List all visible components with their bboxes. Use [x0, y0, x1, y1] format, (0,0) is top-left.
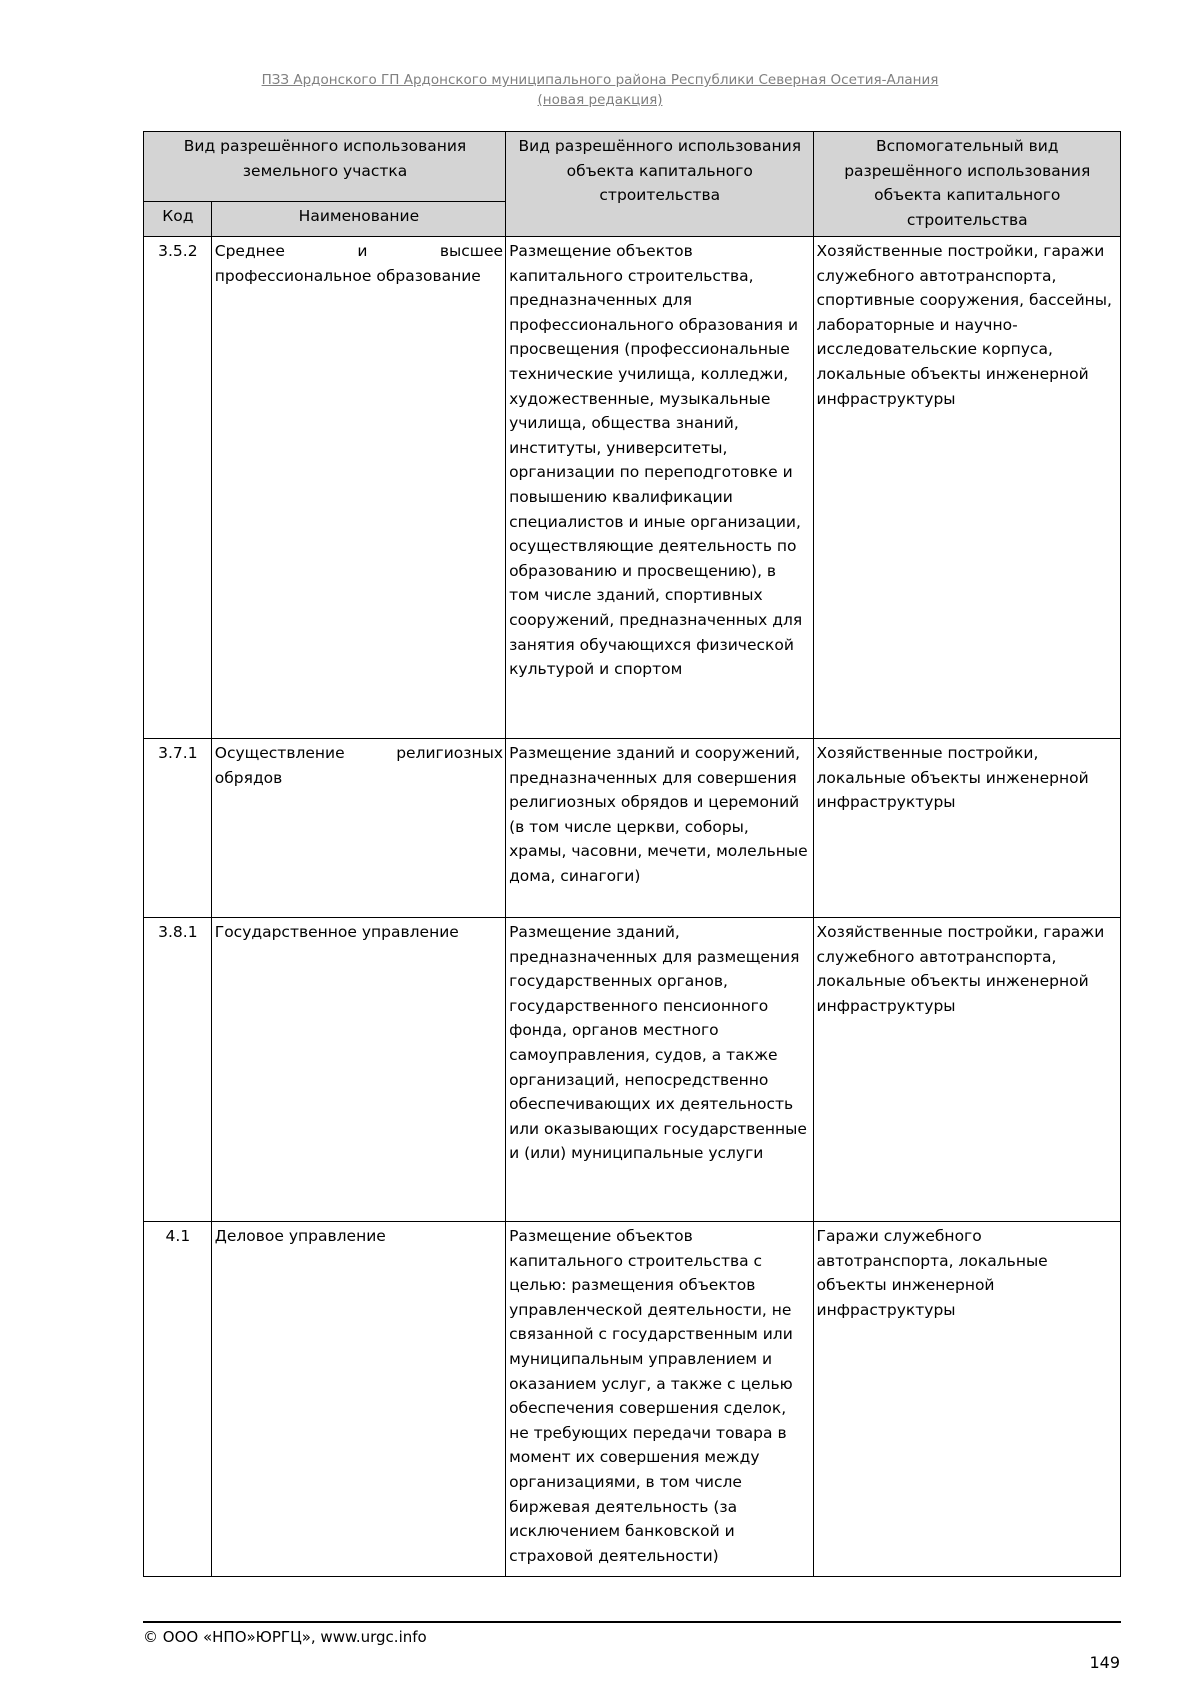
header-object-use: Вид разрешённого использования объекта капитального строительства	[506, 132, 813, 237]
header-auxiliary-use: Вспомогательный вид разрешённого использования объекта капитального строительства	[813, 132, 1120, 237]
row-auxiliary-use: Гаражи служебного автотранспорта, локальные объекты инженерной инфраструктуры	[813, 1222, 1120, 1577]
row-object-use: Размещение объектов капитального строительства с целью: размещения объектов управленческой деятельности, не связанной с государственным или муниципальным управлением и оказанием услуг, а также с целью обеспечения совершения сделок, не требующих передачи товара в момент их совершения между организациями, в том числе биржевая деятельность (за исключением банковской и страховой деятельности)	[506, 1222, 813, 1577]
row-code: 3.5.2	[144, 237, 212, 739]
land-use-table	[143, 131, 1121, 1577]
header-name: Наименование	[211, 202, 505, 237]
row-auxiliary-use: Хозяйственные постройки, локальные объекты инженерной инфраструктуры	[813, 739, 1120, 918]
header-land-use: Вид разрешённого использования земельного участка	[144, 132, 506, 202]
footer-divider	[143, 1621, 1121, 1623]
row-name: Государственное управление	[211, 918, 505, 1222]
table-row	[144, 1222, 1121, 1577]
row-name: Среднее и высшее профессиональное образование	[211, 237, 505, 739]
row-auxiliary-use: Хозяйственные постройки, гаражи служебного автотранспорта, спортивные сооружения, бассейны, лабораторные и научно-исследовательские корпуса, локальные объекты инженерной инфраструктуры	[813, 237, 1120, 739]
row-code: 3.7.1	[144, 739, 212, 918]
row-object-use: Размещение зданий и сооружений, предназначенных для совершения религиозных обрядов и церемоний (в том числе церкви, соборы, храмы, часовни, мечети, молельные дома, синагоги)	[506, 739, 813, 918]
table-row	[144, 739, 1121, 918]
document-header	[0, 70, 1200, 110]
row-code: 4.1	[144, 1222, 212, 1577]
row-name: Осуществление религиозных обрядов	[211, 739, 505, 918]
row-code: 3.8.1	[144, 918, 212, 1222]
row-name: Деловое управление	[211, 1222, 505, 1577]
footer-copyright: © ООО «НПО»ЮРГЦ», www.urgc.info	[143, 1628, 427, 1646]
header-code: Код	[144, 202, 212, 237]
row-object-use: Размещение объектов капитального строительства, предназначенных для профессионального образования и просвещения (профессиональные технические училища, колледжи, художественные, музыкальные училища, общества знаний, институты, университеты, организации по переподготовке и повышению квалификации специалистов и иные организации, осуществляющие деятельность по образованию и просвещению), в том числе зданий, спортивных сооружений, предназначенных для занятия обучающихся физической культурой и спортом	[506, 237, 813, 739]
table-row	[144, 237, 1121, 739]
row-object-use: Размещение зданий, предназначенных для размещения государственных органов, государственного пенсионного фонда, органов местного самоуправления, судов, а также организаций, непосредственно обеспечивающих их деятельность или оказывающих государственные и (или) муниципальные услуги	[506, 918, 813, 1222]
header-subtitle: (новая редакция)	[537, 92, 663, 108]
header-title: ПЗЗ Ардонского ГП Ардонского муниципального района Республики Северная Осетия-Алания	[261, 72, 939, 88]
row-auxiliary-use: Хозяйственные постройки, гаражи служебного автотранспорта, локальные объекты инженерной инфраструктуры	[813, 918, 1120, 1222]
page-number: 149	[1089, 1653, 1120, 1672]
table-row	[144, 918, 1121, 1222]
